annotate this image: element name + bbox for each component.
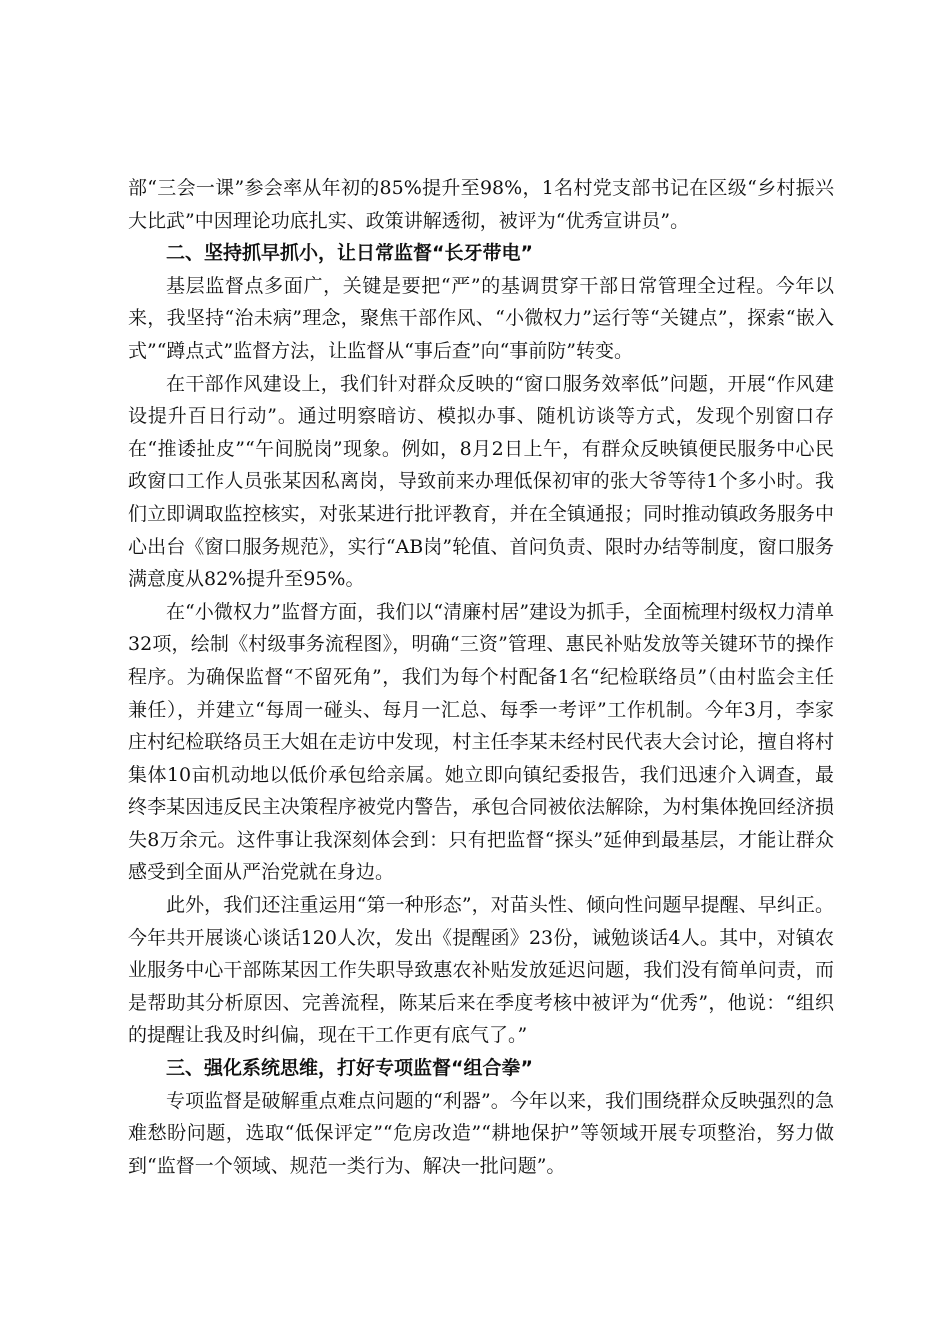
section-heading-3: 三、强化系统思维，打好专项监督“组合拳” — [166, 1057, 533, 1080]
paragraph-special-supervision: 专项监督是破解重点难点问题的“利器”。今年以来，我们围绕群众反映强烈的急难愁盼问题，选取“低保评定”“危房改造”“耕地保护”等领域开展专项整治，努力做到“监督一个领域、规范一类行为、解决一批问题”。 — [128, 1089, 834, 1177]
paragraph-micro-power: 在“小微权力”监督方面，我们以“清廉村居”建设为抓手，全面梳理村级权力清单32项，绘制《村级事务流程图》，明确“三资”管理、惠民补贴发放等关键环节的操作程序。为确保监督“不留死角”，我们为每个村配备1名“纪检联络员”（由村监会主任兼任），并建立“每周一碰头、每月一汇总、每季一考评”工作机制。今年3月，李家庄村纪检联络员王大姐在走访中发现，村主任李某未经村民代表大会讨论，擅自将村集体10亩机动地以低价承包给亲属。她立即向镇纪委报告，我们迅速介入调查，最终李某因违反民主决策程序被党内警告，承包合同被依法解除，为村集体挽回经济损失8万余元。这件事让我深刻体会到：只有把监督“探头”延伸到最基层，才能让群众感受到全面从严治党就在身边。 — [128, 600, 834, 884]
document-body — [128, 172, 834, 1182]
section-heading-2: 二、坚持抓早抓小，让日常监督“长牙带电” — [166, 242, 533, 265]
paragraph-intro-supervision: 基层监督点多面广，关键是要把“严”的基调贯穿干部日常管理全过程。今年以来，我坚持“治未病”理念，聚焦干部作风、“小微权力”运行等“关键点”，探索“嵌入式”“蹲点式”监督方法，让监督从“事后查”向“事前防”转变。 — [128, 274, 834, 362]
paragraph-work-style: 在干部作风建设上，我们针对群众反映的“窗口服务效率低”问题，开展“作风建设提升百日行动”。通过明察暗访、模拟办事、随机访谈等方式，发现个别窗口存在“推诿扯皮”“午间脱岗”现象。例如，8月2日上午，有群众反映镇便民服务中心民政窗口工作人员张某因私离岗，导致前来办理低保初审的张大爷等待1个多小时。我们立即调取监控核实，对张某进行批评教育，并在全镇通报；同时推动镇政务服务中心出台《窗口服务规范》，实行“AB岗”轮值、首问负责、限时办结等制度，窗口服务满意度从82%提升至95%。 — [128, 372, 834, 591]
paragraph-continuation: 部“三会一课”参会率从年初的85%提升至98%，1名村党支部书记在区级“乡村振兴大比武”中因理论功底扎实、政策讲解透彻，被评为“优秀宣讲员”。 — [128, 177, 834, 232]
paragraph-first-form: 此外，我们还注重运用“第一种形态”，对苗头性、倾向性问题早提醒、早纠正。今年共开展谈心谈话120人次，发出《提醒函》23份，诫勉谈话4人。其中，对镇农业服务中心干部陈某因工作失职导致惠农补贴发放延迟问题，我们没有简单问责，而是帮助其分析原因、完善流程，陈某后来在季度考核中被评为“优秀”，他说：“组织的提醒让我及时纠偏，现在干工作更有底气了。” — [128, 894, 834, 1047]
